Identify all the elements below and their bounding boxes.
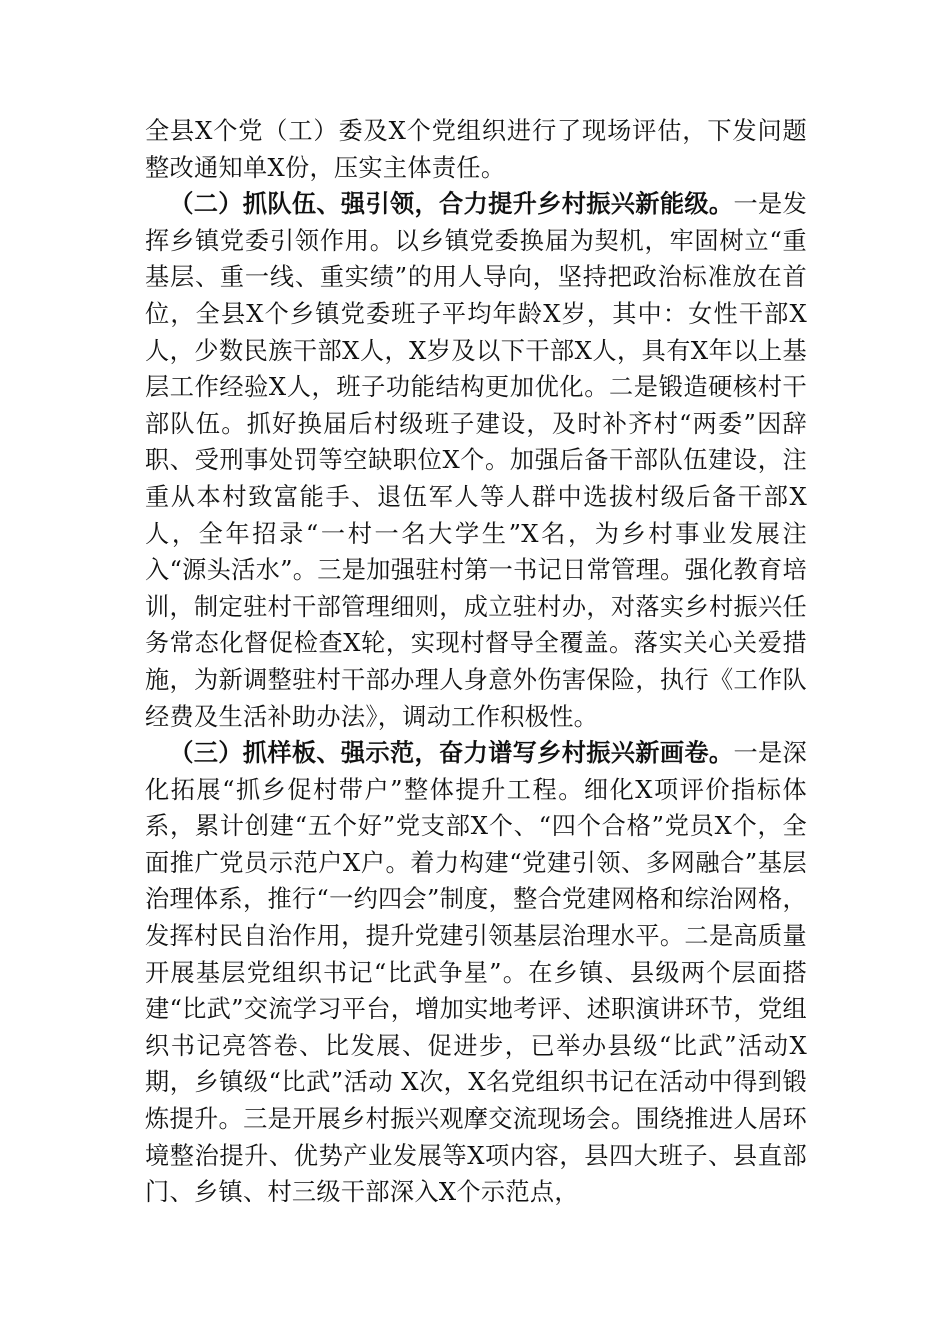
section-2-heading: （二）抓队伍、强引领，合力提升乡村振兴新能级。	[169, 189, 734, 219]
section-2-body: 一是发挥乡镇党委引领作用。以乡镇党委换届为契机，牢固树立“重基层、重一线、重实绩”的用人导向，坚持把政治标准放在首位，全县X个乡镇党委班子平均年龄X岁，其中：女性干部X人，少数民族干部X人，X岁及以下干部X人，具有X年以上基层工作经验X人，班子功能结构更加优化。二是锻造硬核村干部队伍。抓好换届后村级班子建设，及时补齐村“两委”因辞职、受刑事处罚等空缺职位X个。加强后备干部队伍建设，注重从本村致富能手、退伍军人等人群中选拔村级后备干部X人，全年招录“一村一名大学生”X名，为乡村事业发展注入“源头活水”。三是加强驻村第一书记日常管理。强化教育培训，制定驻村干部管理细则，成立驻村办，对落实乡村振兴任务常态化督促检查X轮，实现村督导全覆盖。落实关心关爱措施，为新调整驻村干部办理人身意外伤害保险，执行《工作队经费及生活补助办法》，调动工作积极性。	[145, 190, 808, 731]
document-page	[145, 113, 807, 1211]
paragraph-1-body: 全县X个党（工）委及X个党组织进行了现场评估，下发问题整改通知单X份，压实主体责任。	[145, 117, 807, 182]
paragraph-section-2	[145, 186, 807, 735]
paragraph-section-3	[145, 735, 807, 1211]
paragraph-continuation	[145, 113, 807, 186]
section-3-body: 一是深化拓展“抓乡促村带户”整体提升工程。细化X项评价指标体系，累计创建“五个好”党支部X个、“四个合格”党员X个，全面推广党员示范户X户。着力构建“党建引领、多网融合”基层治理体系，推行“一约四会”制度，整合党建网格和综治网格，发挥村民自治作用，提升党建引领基层治理水平。二是高质量开展基层党组织书记“比武争星”。在乡镇、县级两个层面搭建“比武”交流学习平台，增加实地考评、述职演讲环节，党组织书记亮答卷、比发展、促进步，已举办县级“比武”活动X期，乡镇级“比武”活动 X次，X名党组织书记在活动中得到锻炼提升。三是开展乡村振兴观摩交流现场会。围绕推进人居环境整治提升、优势产业发展等X项内容，县四大班子、县直部门、乡镇、村三级干部深入X个示范点，	[145, 739, 808, 1207]
section-3-heading: （三）抓样板、强示范，奋力谱写乡村振兴新画卷。	[169, 738, 734, 768]
